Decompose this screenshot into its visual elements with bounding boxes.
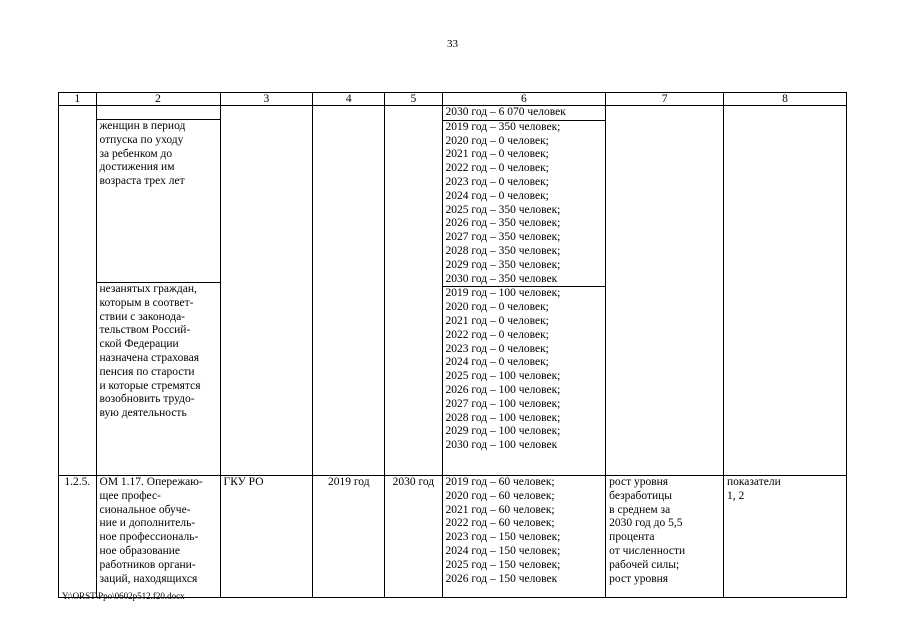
cell-executor: ГКУ РО [220,476,313,598]
target-line: 2025 год – 350 человек; [445,203,561,216]
target-line: 2021 год – 0 человек; [445,314,549,327]
label-line: вую деятельность [99,407,187,420]
result-line: 2030 год до 5,5 [609,517,683,530]
target-line: 2025 год – 100 человек; [445,370,561,383]
label-line: возраста трех лет [99,175,185,188]
result-line: безработицы [609,489,673,502]
table-row-continuation [59,106,847,476]
label-line: пенсия по старости [99,365,195,378]
desc-line: заций, находящихся [99,572,198,585]
target-line: 2021 год – 60 человек; [445,503,555,516]
target-line: 2023 год – 0 человек; [445,175,549,188]
target-line: 2022 год – 0 человек; [445,162,549,175]
cell-row-targets [442,476,606,598]
label-block1 [100,120,217,282]
program-table [58,92,847,598]
cell-description [96,476,220,598]
cell-result [606,476,724,598]
col-header-5: 5 [385,93,442,106]
cell-indicators-empty [723,106,846,476]
desc-line: сиональное обуче- [99,503,191,516]
cell-end-empty [385,106,442,476]
target-line: 2022 год – 60 человек; [445,517,555,530]
col-header-3: 3 [220,93,313,106]
target-line: 2030 год – 6 070 человек [443,106,606,121]
target-line: 2029 год – 350 человек; [445,258,561,271]
footer-file-path: Y:\ORST\Ppo\0602p512.f20.docx [62,591,185,601]
result-line: рост уровня [609,476,669,488]
target-line: 2020 год – 0 человек; [445,301,549,314]
target-line: 2019 год – 100 человек; [445,287,561,300]
cell-indicators [723,476,846,598]
col-header-8: 8 [723,93,846,106]
cell-start-year: 2019 год [313,476,385,598]
col-header-7: 7 [606,93,724,106]
target-line: 2030 год – 100 человек [445,439,558,452]
col-header-1: 1 [59,93,97,106]
cell-num-empty [59,106,97,476]
target-line: 2019 год – 60 человек; [445,476,555,488]
cell-blank-top [97,106,220,120]
label-line: тельством Россий- [99,324,191,337]
target-line: 2024 год – 150 человек; [445,544,561,557]
target-line: 2026 год – 150 человек [445,572,558,585]
target-line: 2029 год – 100 человек; [445,425,561,438]
result-line: рабочей силы; [609,558,680,571]
label-line: достижения им [99,161,175,174]
target-line: 2026 год – 350 человек; [445,217,561,230]
desc-line: щее профес- [99,489,161,502]
target-line: 2024 год – 0 человек; [445,356,549,369]
targets-block2 [443,286,606,453]
label-line: за ребенком до [99,147,173,160]
col-header-2: 2 [96,93,220,106]
cell-start-empty [313,106,385,476]
table-row-1-2-5 [59,476,847,598]
targets-block1 [446,121,603,287]
target-line: 2030 год – 350 человек [445,272,558,285]
label-line: которым в соответ- [99,296,194,309]
cell-executor-empty [220,106,313,476]
label-line: и которые стремятся [99,379,201,392]
result-line: процента [609,531,655,544]
desc-line: ное профессиональ- [99,531,199,544]
target-line: 2028 год – 100 человек; [445,411,561,424]
target-line: 2020 год – 60 человек; [445,489,555,502]
target-line: 2028 год – 350 человек; [445,244,561,257]
label-line: назначена страховая [99,351,199,364]
cell-row-number: 1.2.5. [59,476,97,598]
label-line: ской Федерации [99,338,179,351]
target-line: 2027 год – 100 человек; [445,397,561,410]
target-line: 2021 год – 0 человек; [445,148,549,161]
label-line: отпуска по уходу [99,133,184,146]
cell-categories [96,106,220,476]
result-line: рост уровня [609,572,669,585]
cell-end-year: 2030 год [385,476,442,598]
indicator-line: показатели [726,476,781,488]
target-line: 2023 год – 0 человек; [445,342,549,355]
target-line: 2020 год – 0 человек; [445,134,549,147]
page-number: 33 [447,38,458,50]
target-line: 2019 год – 350 человек; [445,120,561,133]
target-line: 2022 год – 0 человек; [445,328,549,341]
desc-line: ние и дополнитель- [99,517,196,530]
target-line: 2025 год – 150 человек; [445,558,561,571]
col-header-6: 6 [442,93,606,106]
label-line: женщин в период [99,120,186,132]
target-line: 2023 год – 150 человек; [445,531,561,544]
desc-line: работников органи- [99,558,196,571]
label-line: возобновить трудо- [99,393,195,406]
label-line: незанятых граждан, [99,283,197,295]
result-line: в среднем за [609,503,671,516]
result-line: от численности [609,544,686,557]
target-line: 2027 год – 350 человек; [445,231,561,244]
label-block2 [97,282,220,421]
cell-targets [442,106,606,476]
indicator-line: 1, 2 [726,489,745,502]
cell-result-empty [606,106,724,476]
desc-line: ное образование [99,544,181,557]
header-row [59,93,847,106]
desc-line: ОМ 1.17. Опережаю- [99,476,203,488]
target-line: 2024 год – 0 человек; [445,189,549,202]
label-line: ствии с законода- [99,310,185,323]
col-header-4: 4 [313,93,385,106]
target-line: 2026 год – 100 человек; [445,383,561,396]
